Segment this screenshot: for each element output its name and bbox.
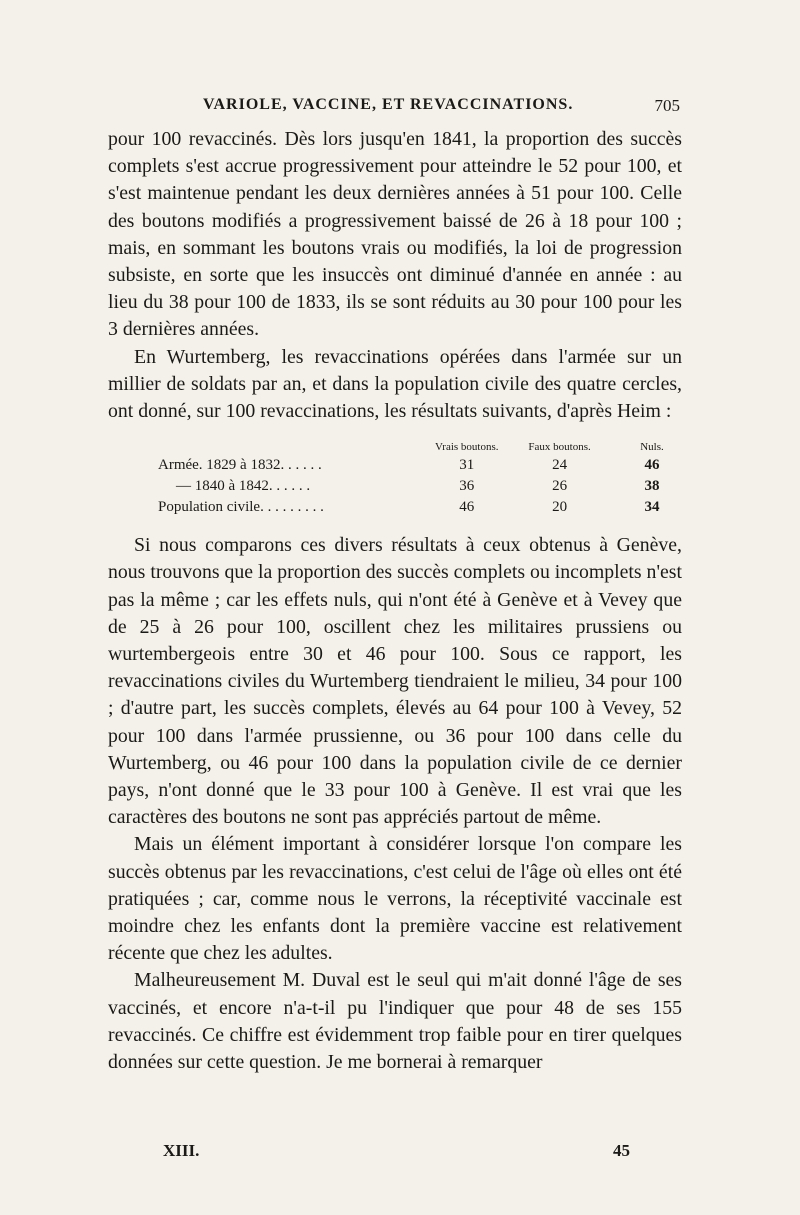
- cell-vrais: 46: [459, 499, 475, 516]
- table-header-row: [158, 439, 698, 455]
- cell-faux: 24: [552, 457, 568, 474]
- paragraph: En Wurtemberg, les revaccinations opérées dans l'armée sur un millier de soldats par an, et dans la population civile des quatre cercles, ont donné, sur 100 revaccinations, les résultats suivants, d'après Heim :: [108, 345, 682, 423]
- running-title: VARIOLE, VACCINE, ET REVACCINATIONS.: [203, 96, 574, 113]
- row-label: — 1840 à 1842. . . . . .: [176, 478, 311, 495]
- table-header-label: [158, 439, 420, 455]
- sheet-number: 45: [613, 1141, 630, 1160]
- cell-vrais: 36: [459, 478, 475, 495]
- cell-nuls: 46: [644, 457, 660, 474]
- row-label: Armée. 1829 à 1832. . . . . .: [158, 457, 322, 474]
- signature-mark: XIII.: [163, 1141, 200, 1160]
- paragraph: Mais un élément important à considérer lorsque l'on compare les succès obtenus par les revaccinations, c'est celui de l'âge où elles ont été pratiquées ; car, comme nous le verrons, la réceptivité vaccinale est moindre chez les enfants dont la première vaccine est relativement récente que chez les adultes.: [108, 833, 682, 965]
- revaccination-results-table: [158, 439, 698, 518]
- table-row: [158, 497, 698, 518]
- cell-faux: 20: [552, 499, 568, 516]
- cell-vrais: 31: [459, 457, 475, 474]
- page-footer: [108, 1141, 680, 1163]
- row-label: Population civile. . . . . . . . .: [158, 499, 324, 516]
- table-row: [158, 455, 698, 476]
- paragraph: Si nous comparons ces divers résultats à ceux obtenus à Genève, nous trouvons que la proportion des succès complets ou incomplets n'est pas la même ; car les effets nuls, qui n'ont été à Genève et à Vevey que de 25 à 26 pour 100, oscillent chez les militaires prussiens ou wurtembergeois entre 30 et 46 pour 100. Sous ce rapport, les revaccinations civiles du Wurtemberg tiendraient le milieu, 34 pour 100 ; d'autre part, les succès complets, élevés au 64 pour 100 à Vevey, 52 pour 100 dans l'armée prussienne, ou 36 pour 100 dans celle du Wurtemberg, ou 46 pour 100 dans la population civile de ce dernier pays, n'ont donné que le 33 pour 100 à Genève. Il est vrai que les caractères des boutons ne sont pas appréciés partout de même.: [108, 534, 682, 829]
- page-number: 705: [654, 96, 680, 115]
- paragraph: Malheureusement M. Duval est le seul qui m'ait donné l'âge de ses vaccinés, et encore n'a-t-il pu l'indiquer que pour 48 de ses 155 revaccinés. Ce chiffre est évidemment trop faible pour en tirer quelques données sur cette question. Je me bornerai à remarquer: [108, 969, 682, 1074]
- cell-faux: 26: [552, 478, 568, 495]
- page-header: [108, 96, 680, 120]
- table-header-faux: Faux boutons.: [528, 441, 591, 454]
- table-header-nuls: Nuls.: [640, 441, 664, 454]
- cell-nuls: 38: [644, 478, 660, 495]
- table-header-vrais: Vrais boutons.: [435, 441, 499, 454]
- cell-nuls: 34: [644, 499, 660, 516]
- table-row: [158, 476, 698, 497]
- paragraph: pour 100 revaccinés. Dès lors jusqu'en 1841, la proportion des succès complets s'est accrue progressivement pour atteindre le 52 pour 100, et s'est maintenue pendant les deux dernières années à 51 pour 100. Celle des boutons modifiés a progressivement baissé de 26 à 18 pour 100 ; mais, en sommant les boutons vrais ou modifiés, la loi de progression subsiste, en sorte que les insuccès ont diminué d'année en année : au lieu du 38 pour 100 de 1833, ils se sont réduits au 30 pour 100 pour les 3 dernières années.: [108, 128, 682, 341]
- body-text: [108, 126, 682, 1076]
